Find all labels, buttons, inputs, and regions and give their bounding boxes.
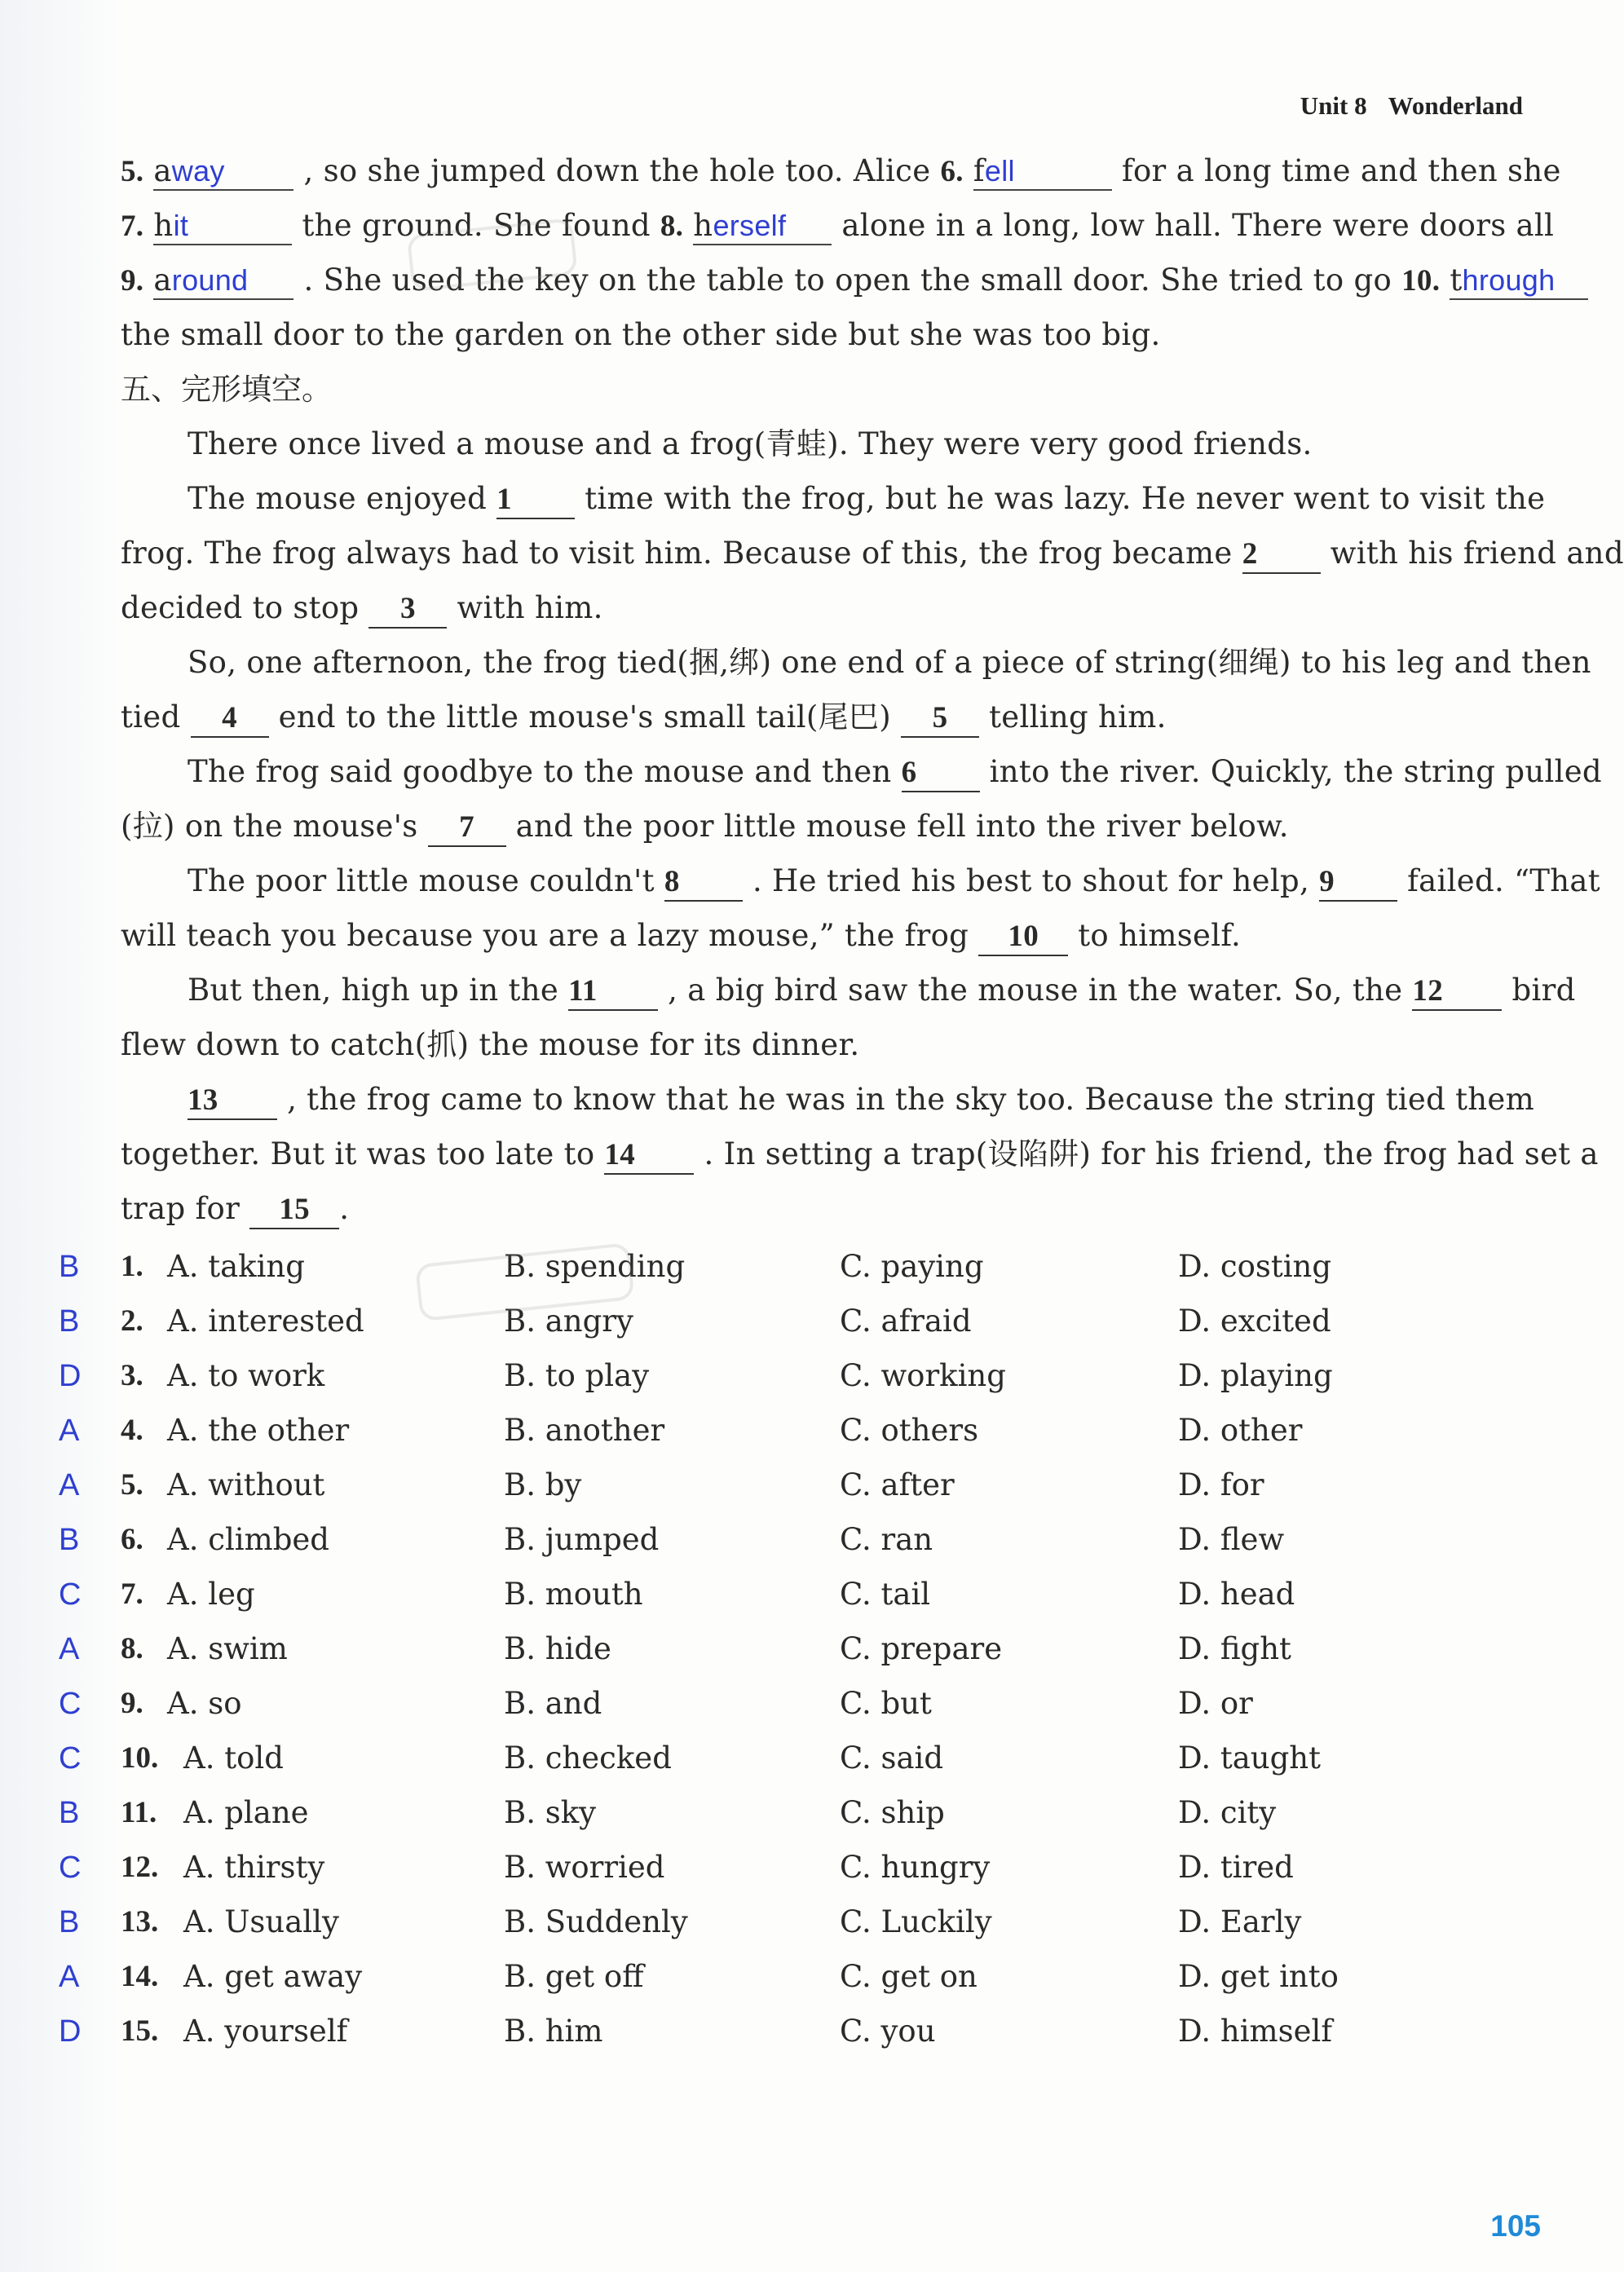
answer-mark: D (59, 1359, 82, 1393)
answer-mark: B (59, 1250, 80, 1284)
handwritten-answer: way (171, 154, 225, 187)
answer-blank-8: herself (693, 208, 832, 245)
answer-mark: A (59, 1960, 80, 1994)
answer-mark: B (59, 1796, 80, 1830)
option-row: C 7. A. leg B. mouth C. tail D. head (0, 1570, 1580, 1619)
handwritten-answer: round (171, 263, 249, 297)
cloze-line: 13 , the frog came to know that he was in the sky too. Because the string tied them (188, 1075, 1523, 1124)
question-number: 7. (121, 210, 144, 243)
cloze-blank: 6 (902, 755, 980, 792)
cloze-blank: 13 (188, 1083, 277, 1120)
cloze-line: But then, high up in the 11 , a big bird saw the mouse in the water. So, the 12 bird (188, 966, 1523, 1015)
cloze-line: will teach you because you are a lazy mouse,” the frog 10 to himself. (121, 911, 1523, 960)
answer-mark: D (59, 2014, 82, 2049)
handwritten-answer: ell (984, 154, 1015, 187)
answer-mark: A (59, 1468, 80, 1502)
answer-mark: C (59, 1741, 82, 1776)
question-number: 10. (1401, 264, 1441, 298)
passage-line-3: 9. around . She used the key on the table to open the small door. She tried to go 10. through (121, 256, 1523, 306)
answer-mark: A (59, 1632, 80, 1666)
watermark-stamp-icon (408, 220, 587, 293)
answer-mark: B (59, 1905, 80, 1939)
cloze-line: together. But it was too late to 14 . In setting a trap(设陷阱) for his friend, the frog had set a (121, 1130, 1523, 1179)
unit-title: Wonderland (1388, 91, 1523, 120)
option-row: D 3. A. to work B. to play C. working D. playing (0, 1352, 1580, 1401)
watermark-stamp-icon (416, 1247, 644, 1321)
cloze-blank: 14 (604, 1137, 694, 1175)
cloze-blank: 9 (1319, 864, 1397, 902)
option-row: C 9. A. so B. and C. but D. or (0, 1679, 1580, 1728)
answer-blank-7: hit (153, 208, 292, 245)
page-number: 105 (1490, 2209, 1541, 2243)
cloze-blank: 5 (901, 700, 979, 738)
option-row: B 11. A. plane B. sky C. ship D. city (0, 1789, 1580, 1837)
cloze-line: trap for 15 . (121, 1185, 1523, 1233)
option-row: D 15. A. yourself B. him C. you D. himself (0, 2007, 1580, 2056)
answer-mark: C (59, 1687, 82, 1721)
passage-line-1: 5. away , so she jumped down the hole too. Alice 6. fell for a long time and then she (121, 147, 1523, 196)
option-row: B 1. A. taking B. spending C. paying D. costing (0, 1242, 1580, 1291)
cloze-line: (拉) on the mouse's 7 and the poor little mouse fell into the river below. (121, 802, 1523, 851)
answer-blank-9: around (153, 262, 293, 300)
handwritten-answer: it (173, 209, 189, 242)
cloze-line: The poor little mouse couldn't 8 . He tried his best to shout for help, 9 failed. “That (188, 857, 1523, 906)
option-row: B 6. A. climbed B. jumped C. ran D. flew (0, 1515, 1580, 1564)
cloze-blank: 15 (249, 1192, 339, 1229)
cloze-line: flew down to catch(抓) the mouse for its dinner. (121, 1027, 860, 1062)
handwritten-answer: hrough (1462, 263, 1556, 297)
cloze-line: frog. The frog always had to visit him. Because of this, the frog became 2 with his friend and (121, 529, 1523, 578)
passage-line-4: the small door to the garden on the other side but she was too big. (121, 317, 1161, 352)
section-title: 五、完形填空。 (121, 372, 332, 407)
cloze-line: There once lived a mouse and a frog(青蛙). They were very good friends. (188, 426, 1313, 461)
cloze-line: So, one afternoon, the frog tied(捆,绑) one end of a piece of string(细绳) to his leg and then (188, 645, 1591, 680)
cloze-line: The mouse enjoyed 1 time with the frog, but he was lazy. He never went to visit the (188, 474, 1523, 523)
question-number: 5. (121, 155, 144, 188)
question-number: 9. (121, 264, 144, 298)
option-row: C 10. A. told B. checked C. said D. taught (0, 1734, 1580, 1783)
option-row: A 8. A. swim B. hide C. prepare D. fight (0, 1625, 1580, 1674)
option-row: B 13. A. Usually B. Suddenly C. Luckily D. Early (0, 1898, 1580, 1947)
option-row: A 14. A. get away B. get off C. get on D. get into (0, 1952, 1580, 2001)
option-row: A 5. A. without B. by C. after D. for (0, 1461, 1580, 1510)
cloze-blank: 8 (664, 864, 743, 902)
answer-blank-6: fell (973, 153, 1112, 191)
cloze-blank: 7 (428, 810, 506, 847)
option-row: C 12. A. thirsty B. worried C. hungry D. tired (0, 1843, 1580, 1892)
option-row: B 2. A. interested B. angry C. afraid D. excited (0, 1297, 1580, 1346)
cloze-blank: 11 (568, 973, 658, 1011)
cloze-line: decided to stop 3 with him. (121, 584, 1523, 633)
answer-mark: B (59, 1304, 80, 1339)
answer-mark: B (59, 1523, 80, 1557)
cloze-line: The frog said goodbye to the mouse and then 6 into the river. Quickly, the string pulled (188, 748, 1523, 796)
cloze-blank: 12 (1412, 973, 1502, 1011)
answer-mark: A (59, 1414, 80, 1448)
cloze-line: tied 4 end to the little mouse's small tail(尾巴) 5 telling him. (121, 693, 1523, 742)
handwritten-answer: erself (713, 209, 787, 242)
answer-blank-5: away (153, 153, 293, 191)
unit-label: Unit 8 (1300, 91, 1367, 120)
answer-blank-10: through (1450, 262, 1588, 300)
option-row: A 4. A. the other B. another C. others D. other (0, 1406, 1580, 1455)
cloze-blank: 3 (368, 591, 447, 629)
passage-line-2: 7. hit the ground. She found 8. herself alone in a long, low hall. There were doors all (121, 201, 1523, 251)
answer-mark: C (59, 1851, 82, 1885)
cloze-blank: 2 (1242, 536, 1321, 574)
cloze-blank: 10 (978, 919, 1068, 956)
answer-mark: C (59, 1577, 82, 1612)
page-header (1300, 91, 1523, 121)
question-number: 8. (660, 210, 684, 243)
cloze-blank: 1 (496, 482, 575, 519)
cloze-blank: 4 (191, 700, 269, 738)
question-number: 6. (940, 155, 964, 188)
